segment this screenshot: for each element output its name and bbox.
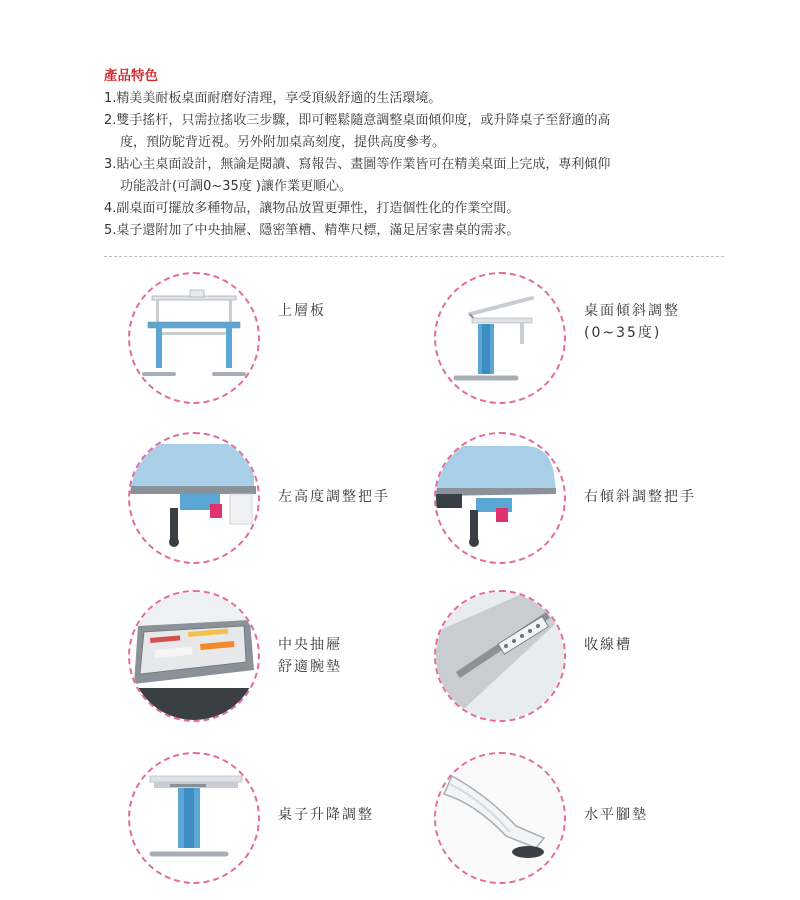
gallery-item bbox=[434, 590, 734, 730]
left-height-handle-icon bbox=[128, 432, 260, 564]
cable-slot-icon bbox=[434, 590, 566, 722]
level-foot-pad-icon bbox=[434, 752, 566, 884]
gallery-caption-line: 上層板 bbox=[278, 303, 326, 319]
gallery-caption-line: 水平腳墊 bbox=[584, 807, 648, 823]
feature-item-line: 4.副桌面可擺放多種物品，讓物品放置更彈性，打造個性化的作業空間。 bbox=[104, 201, 520, 216]
gallery-item bbox=[128, 272, 428, 412]
gallery-caption bbox=[584, 804, 648, 826]
feature-item-line: 5.桌子還附加了中央抽屜、隱密筆槽、精準尺標，滿足居家書桌的需求。 bbox=[104, 223, 520, 238]
gallery-caption bbox=[278, 486, 390, 508]
lift-desk-icon bbox=[128, 752, 260, 884]
feature-title: 產品特色 bbox=[104, 68, 158, 84]
gallery-item bbox=[128, 432, 428, 572]
gallery-caption bbox=[584, 634, 632, 656]
feature-item-line: 度，預防駝背近視。另外附加桌高刻度，提供高度參考。 bbox=[120, 135, 446, 150]
gallery-caption-line: 收線槽 bbox=[584, 637, 632, 653]
gallery-caption bbox=[278, 300, 326, 322]
feature-item bbox=[104, 220, 744, 242]
section-divider bbox=[104, 256, 724, 257]
feature-item bbox=[104, 110, 744, 154]
gallery-caption-line: 桌面傾斜調整 bbox=[584, 303, 680, 319]
feature-item-line: 功能設計(可調0~35度 )讓作業更順心。 bbox=[120, 179, 352, 194]
feature-item bbox=[104, 88, 744, 110]
gallery-caption bbox=[278, 634, 342, 678]
gallery-caption-line: 舒適腕墊 bbox=[278, 659, 342, 675]
gallery-caption-line: 桌子升降調整 bbox=[278, 807, 374, 823]
gallery-caption-line: (0~35度) bbox=[584, 325, 662, 341]
feature-item-line: 3.貼心主桌面設計，無論是閱讀、寫報告、畫圖等作業皆可在精美桌面上完成，專利傾仰 bbox=[104, 157, 611, 172]
tilt-desk-icon bbox=[434, 272, 566, 404]
gallery-caption bbox=[278, 804, 374, 826]
gallery-caption bbox=[584, 486, 696, 508]
gallery-item bbox=[128, 752, 428, 892]
gallery-item bbox=[434, 752, 734, 892]
right-tilt-handle-icon bbox=[434, 432, 566, 564]
gallery-item bbox=[434, 432, 734, 572]
feature-item-line: 1.精美美耐板桌面耐磨好清理，享受頂級舒適的生活環境。 bbox=[104, 91, 442, 106]
feature-item bbox=[104, 198, 744, 220]
gallery-caption-line: 中央抽屜 bbox=[278, 637, 342, 653]
gallery-caption bbox=[584, 300, 680, 344]
gallery-item bbox=[128, 590, 428, 730]
gallery-caption-line: 左高度調整把手 bbox=[278, 489, 390, 505]
center-drawer-icon bbox=[128, 590, 260, 722]
feature-item bbox=[104, 154, 744, 198]
gallery-item bbox=[434, 272, 734, 412]
feature-item-line: 2.雙手搖杆，只需拉搖收三步驟，即可輕鬆隨意調整桌面傾仰度，或升降桌子至舒適的高 bbox=[104, 113, 611, 128]
upper-shelf-desk-icon bbox=[128, 272, 260, 404]
feature-section bbox=[104, 64, 744, 242]
gallery-caption-line: 右傾斜調整把手 bbox=[584, 489, 696, 505]
